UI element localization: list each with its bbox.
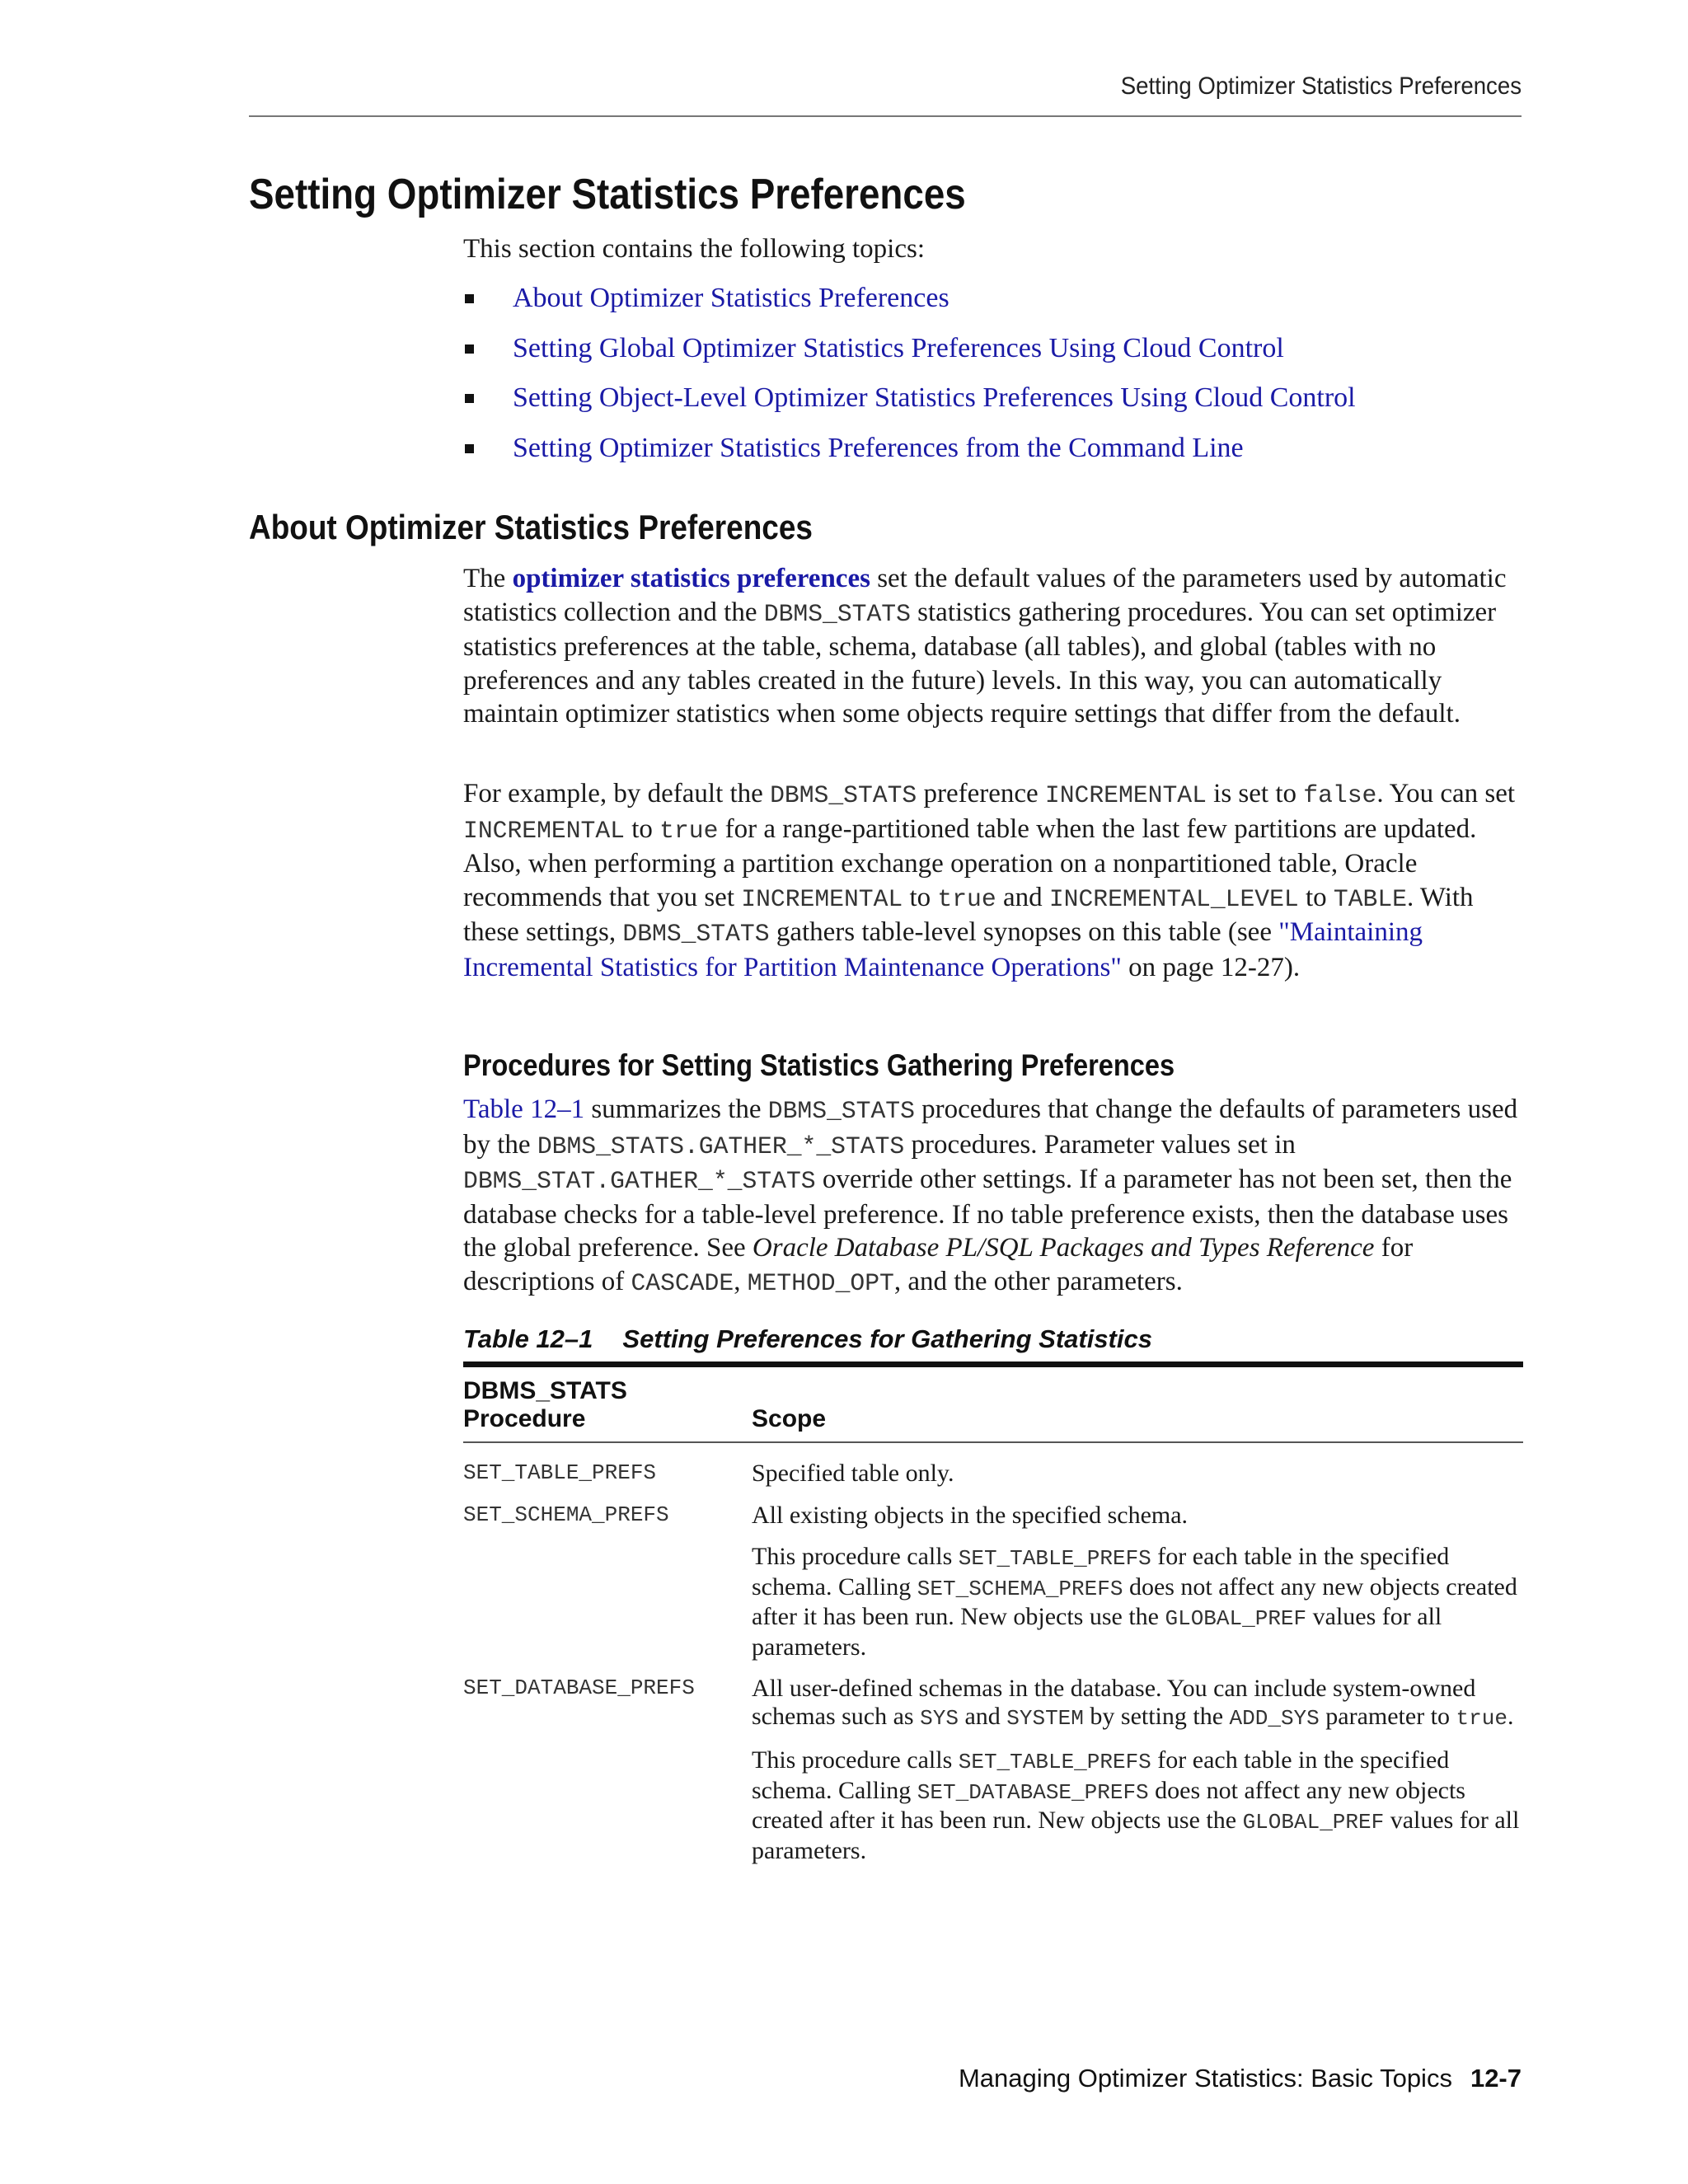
running-header: Setting Optimizer Statistics Preferences <box>1120 73 1522 100</box>
preferences-table <box>463 1361 1523 1878</box>
list-item <box>463 330 1526 381</box>
text-run: , <box>734 1266 748 1296</box>
intro-text: This section contains the following topics: <box>463 234 926 264</box>
column-header-scope: Scope <box>752 1405 827 1432</box>
code-text: INCREMENTAL_LEVEL <box>1048 884 1299 913</box>
code-text: DBMS_STATS <box>763 599 911 628</box>
text-run: , and the other parameters. <box>893 1266 1183 1296</box>
topic-link-about[interactable]: About Optimizer Statistics Preferences <box>513 283 950 313</box>
code-text: false <box>1303 781 1377 809</box>
text-run: does not affect any new objects created after it has been run. New objects use the <box>752 1776 1465 1834</box>
text-run: All user-defined schemas in the database. You can include system-owned schemas such as <box>752 1675 1476 1730</box>
cross-reference-link[interactable]: "Maintaining Incremental Statistics for Partition Maintenance Operations" <box>463 917 1423 982</box>
text-run: For example, by default the <box>463 779 771 808</box>
text-run: on page 12-27). <box>1121 952 1301 982</box>
text-run: statistics gathering procedures. You can set optimizer statistics preferences at the table, schema, database (all tables), and global (tables with no preferences and any tables created in the future) levels. In this way, you can automatically maintain optimizer statistics when some objects require settings that differ from the default. <box>463 597 1497 729</box>
text-run: . With these settings, <box>463 882 1474 947</box>
text-run: for each table in the specified schema. Calling <box>752 1746 1450 1804</box>
text-run: set the default values of the parameters used by automatic statistics collection and the <box>463 564 1507 627</box>
scope-text <box>752 1675 1523 1732</box>
code-text: GLOBAL_PREF <box>1165 1606 1307 1631</box>
code-text: true <box>937 884 996 913</box>
section-title: Setting Optimizer Statistics Preferences <box>249 171 966 218</box>
topic-link-command-line[interactable]: Setting Optimizer Statistics Preferences from the Command Line <box>513 432 1244 463</box>
code-text: DBMS_STAT.GATHER_*_STATS <box>463 1167 816 1195</box>
about-paragraph-2 <box>463 777 1526 984</box>
header-rule <box>249 115 1522 117</box>
table-caption <box>463 1324 1152 1354</box>
procedure-cell: SET_DATABASE_PREFS <box>463 1675 695 1700</box>
procedure-cell: SET_SCHEMA_PREFS <box>463 1502 669 1527</box>
code-text: SET_TABLE_PREFS <box>958 1546 1151 1571</box>
bullet-icon <box>465 344 474 354</box>
code-text: INCREMENTAL <box>1044 781 1207 809</box>
text-run: procedures. Parameter values set in <box>904 1129 1296 1160</box>
text-run: override other settings. If a parameter has not been set, then the database checks for a table-level preference. If no table preference exists, then the database uses the global preference. See <box>463 1165 1512 1263</box>
code-text: DBMS_STATS.GATHER_*_STATS <box>537 1132 905 1160</box>
table-reference-link[interactable]: Table 12–1 <box>463 1094 585 1124</box>
code-text: SET_DATABASE_PREFS <box>917 1779 1149 1805</box>
scope-text: All existing objects in the specified schema. <box>752 1501 1189 1529</box>
code-text: DBMS_STATS <box>622 920 770 948</box>
about-paragraph-1 <box>463 562 1526 731</box>
bullet-icon <box>465 444 474 453</box>
text-run: The <box>463 564 513 593</box>
scope-cell <box>752 1442 1523 1502</box>
scope-text <box>752 1543 1523 1661</box>
header-text: Procedure <box>463 1405 586 1432</box>
text-run: to <box>1298 882 1334 912</box>
topic-list <box>463 280 1526 480</box>
table-row <box>463 1442 1523 1502</box>
code-text: CASCADE <box>631 1268 734 1297</box>
code-text: true <box>659 816 719 845</box>
text-run: to <box>903 882 938 912</box>
list-item <box>463 430 1526 480</box>
text-run: and <box>996 882 1049 912</box>
text-run: This procedure calls <box>752 1746 959 1774</box>
page-number: 12-7 <box>1470 2064 1522 2093</box>
text-run: and <box>958 1702 1007 1730</box>
text-run: . <box>1507 1702 1514 1730</box>
text-run: preference <box>917 779 1045 808</box>
procedures-heading: Procedures for Setting Statistics Gathering Preferences <box>463 1048 1175 1082</box>
code-text: SYSTEM <box>1006 1705 1084 1731</box>
text-run: summarizes the <box>584 1094 768 1124</box>
text-run: to <box>624 813 660 844</box>
table-caption-title: Setting Preferences for Gathering Statistics <box>622 1324 1152 1353</box>
header-text: DBMS_STATS <box>463 1377 627 1404</box>
scope-cell <box>752 1502 1523 1675</box>
scope-text: Specified table only. <box>752 1460 954 1487</box>
topic-link-object-level[interactable]: Setting Object-Level Optimizer Statistics Preferences Using Cloud Control <box>513 382 1356 413</box>
text-run: procedures that change the defaults of parameters used by the <box>463 1094 1518 1160</box>
table-row <box>463 1675 1523 1878</box>
code-text: GLOBAL_PREF <box>1242 1810 1385 1835</box>
table-row <box>463 1502 1523 1675</box>
list-item <box>463 380 1526 430</box>
text-run: for descriptions of <box>463 1233 1414 1296</box>
text-run: by setting the <box>1083 1702 1230 1730</box>
book-title-emphasis: Oracle Database PL/SQL Packages and Types Reference <box>752 1233 1375 1263</box>
procedures-paragraph <box>463 1093 1526 1300</box>
text-run: values for all parameters. <box>752 1603 1442 1661</box>
text-run: for each table in the specified schema. Calling <box>752 1543 1450 1601</box>
topic-link-global[interactable]: Setting Global Optimizer Statistics Preferences Using Cloud Control <box>513 332 1284 363</box>
text-run: . You can set <box>1376 779 1516 808</box>
scope-cell <box>752 1675 1523 1878</box>
procedure-cell: SET_TABLE_PREFS <box>463 1460 657 1485</box>
code-text: ADD_SYS <box>1229 1705 1320 1731</box>
text-run: is set to <box>1206 779 1304 808</box>
code-text: SET_TABLE_PREFS <box>958 1750 1151 1774</box>
scope-text <box>752 1746 1523 1864</box>
text-run: for a range-partitioned table when the last few partitions are updated. Also, when performing a partition exchange operation on a nonpartitioned table, Oracle recommends that you set <box>463 813 1477 912</box>
bullet-icon <box>465 394 474 403</box>
text-run: values for all parameters. <box>752 1807 1520 1864</box>
bullet-icon <box>465 294 474 303</box>
code-text: INCREMENTAL <box>741 884 903 913</box>
code-text: SET_SCHEMA_PREFS <box>917 1576 1123 1601</box>
table-caption-number: Table 12–1 <box>463 1324 593 1353</box>
code-text: TABLE <box>1333 884 1407 913</box>
text-run: This procedure calls <box>752 1543 959 1570</box>
running-footer <box>249 2064 1522 2093</box>
text-run: gathers table-level synopses on this table (see <box>769 917 1279 947</box>
code-text: METHOD_OPT <box>747 1268 894 1297</box>
text-run: does not affect any new objects created after it has been run. New objects use the <box>752 1572 1517 1630</box>
text-run: parameter to <box>1319 1702 1456 1730</box>
footer-book-title: Managing Optimizer Statistics: Basic Topics <box>958 2064 1452 2093</box>
table-header-row <box>463 1365 1523 1443</box>
glossary-term-link[interactable]: optimizer statistics preferences <box>512 564 870 593</box>
code-text: DBMS_STATS <box>770 781 917 809</box>
about-heading: About Optimizer Statistics Preferences <box>249 508 813 546</box>
code-text: SYS <box>920 1705 959 1731</box>
column-header-procedure <box>463 1365 752 1443</box>
code-text: DBMS_STATS <box>767 1097 915 1125</box>
code-text: true <box>1456 1705 1507 1731</box>
code-text: INCREMENTAL <box>463 816 625 845</box>
list-item <box>463 280 1526 330</box>
